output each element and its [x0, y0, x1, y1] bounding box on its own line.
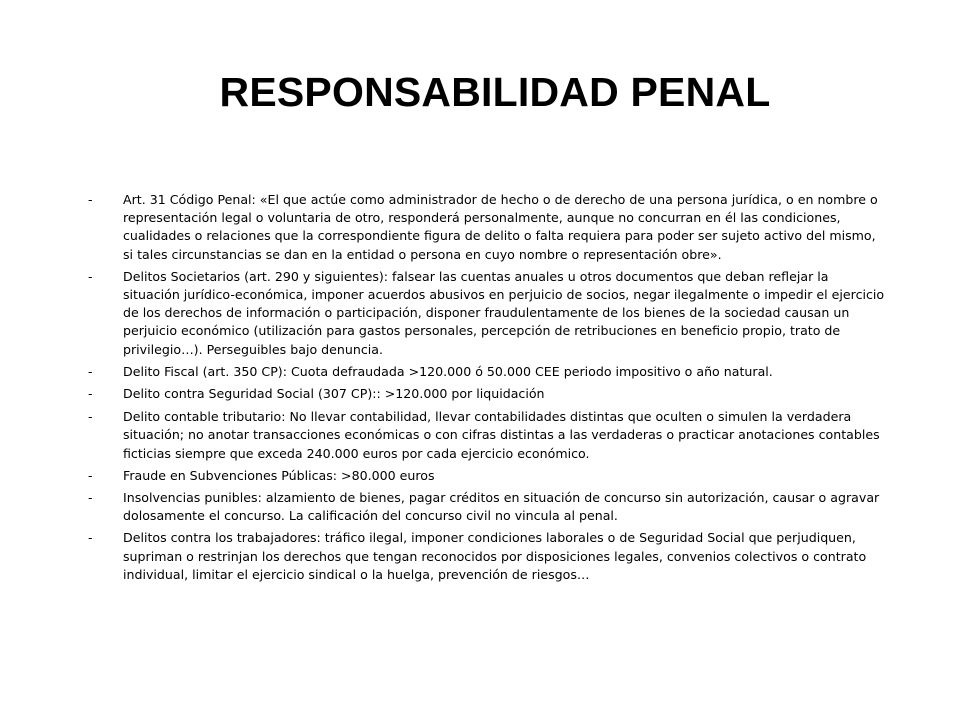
bullet-marker: -: [88, 467, 93, 483]
bullet-text: Delito Fiscal (art. 350 CP): Cuota defraudada >120.000 ó 50.000 CEE periodo impositivo o año natural.: [123, 363, 773, 379]
bullet-text: Delitos contra los trabajadores: tráfico ilegal, imponer condiciones laborales o de Seguridad Social que perjudiquen, supriman o restrinjan los derechos que tengan reconocidos por disposiciones legales, convenios colectivos o contrato individual, limitar el ejercicio sindical o la huelga, prevención de riesgos…: [123, 530, 867, 582]
bullet-marker: -: [88, 268, 93, 284]
bullet-marker: -: [88, 363, 93, 379]
bullet-marker: -: [88, 192, 93, 207]
bullet-marker: -: [88, 530, 93, 546]
bullet-text: Delitos Societarios (art. 290 y siguientes): falsear las cuentas anuales u otros documentos que deban reflejar la situación jurídico-económica, imponer acuerdos abusivos en perjuicio de socios, negar ilegalmente o impedir el ejercicio de los derechos de información o participación, disponer fraudulentamente de los bienes de la sociedad causan un perjuicio económico (utilización para gastos personales, percepción de retribuciones en beneficio propio, trato de privilegio…). Perseguibles bajo denuncia.: [123, 268, 885, 357]
list-item: [88, 385, 888, 403]
bullet-list: [88, 191, 888, 588]
slide-title: RESPONSABILIDAD PENAL: [219, 69, 771, 115]
bullet-marker: -: [88, 490, 93, 506]
list-item: [88, 489, 888, 525]
list-item: [88, 268, 888, 359]
bullet-marker: -: [88, 409, 93, 425]
list-item: [88, 467, 888, 485]
list-item: [88, 191, 888, 264]
bullet-text: Delito contra Seguridad Social (307 CP):: >120.000 por liquidación: [123, 386, 545, 402]
list-item: [88, 529, 888, 584]
list-item: [88, 408, 888, 463]
bullet-text: Art. 31 Código Penal: «El que actúe como administrador de hecho o de derecho de una persona jurídica, o en nombre o representación legal o voluntaria de otro, responderá personalmente, aunque no concurran en él las condiciones, cualidades o relaciones que la correspondiente figura de delito o falta requiera para poder ser sujeto activo del mismo, si tales circunstancias se dan en la entidad o persona en cuyo nombre o representación obre».: [123, 192, 878, 262]
bullet-text: Delito contable tributario: No llevar contabilidad, llevar contabilidades distintas que oculten o simulen la verdadera situación; no anotar transacciones económicas o con cifras distintas a las verdaderas o practicar anotaciones contables ficticias siempre que exceda 240.000 euros por cada ejercicio económico.: [123, 409, 880, 461]
bullet-text: Insolvencias punibles: alzamiento de bienes, pagar créditos en situación de concurso sin autorización, causar o agravar dolosamente el concurso. La calificación del concurso civil no vincula al penal.: [123, 490, 880, 524]
bullet-text: Fraude en Subvenciones Públicas: >80.000 euros: [123, 467, 435, 483]
list-item: [88, 363, 888, 381]
bullet-marker: -: [88, 386, 93, 402]
